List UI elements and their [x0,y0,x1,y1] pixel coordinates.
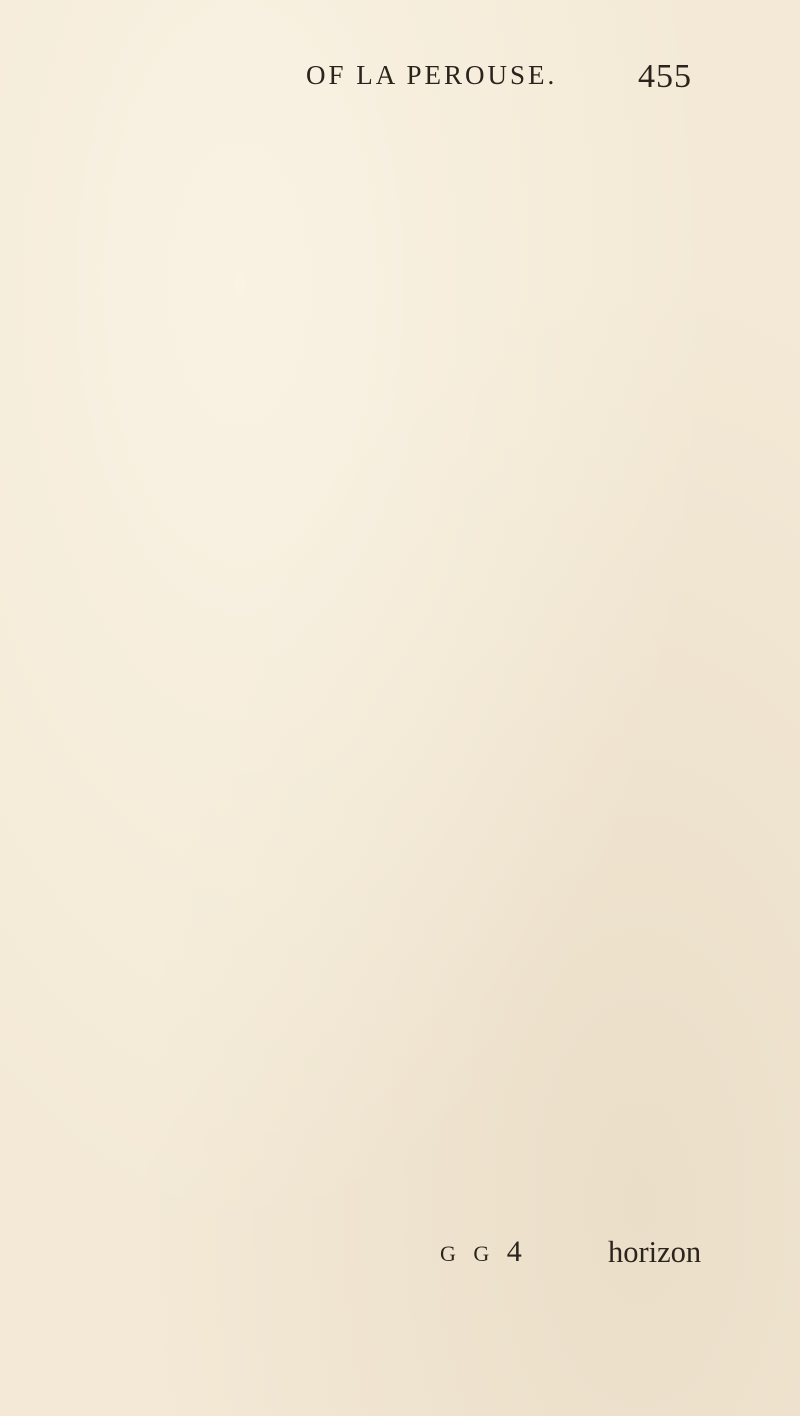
running-title: OF LA PEROUSE. [306,60,558,90]
signature-number: 4 [506,1235,522,1268]
running-head [0,58,800,98]
signature-mark [440,1232,522,1274]
catchword: horizon [608,1235,702,1269]
page-number: 455 [638,58,692,95]
footer-line [0,1232,800,1272]
signature-letters: G G [440,1241,496,1266]
